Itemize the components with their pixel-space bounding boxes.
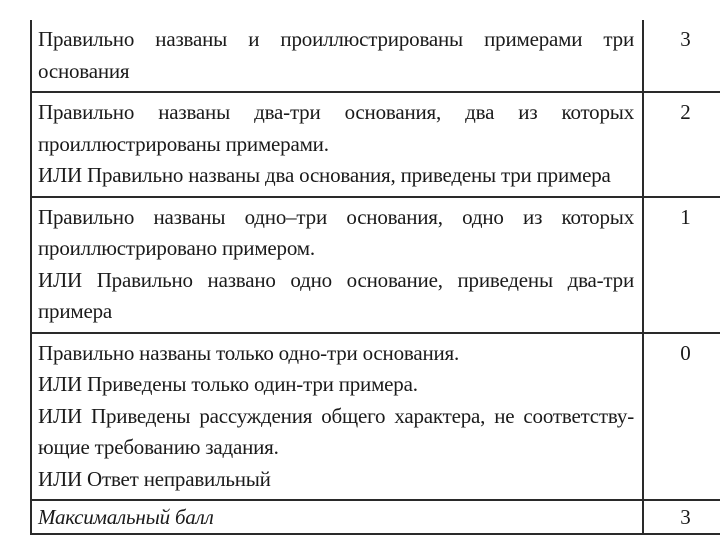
criteria-score: 2	[643, 92, 720, 197]
criteria-line: ИЛИ Приведены только один-три примера.	[38, 372, 418, 396]
max-score-value: 3	[643, 500, 720, 534]
criteria-description	[31, 20, 643, 92]
criteria-row	[31, 92, 720, 197]
max-score-label: Максимальный балл	[31, 500, 643, 534]
criteria-line: Правильно названы два-три основания, два из которых	[38, 100, 634, 124]
criteria-description	[31, 197, 643, 333]
criteria-line: ющие требованию задания.	[38, 435, 279, 459]
criteria-line: примера	[38, 299, 113, 323]
criteria-description	[31, 92, 643, 197]
criteria-line: ИЛИ Правильно названо одно основание, приведены два-три	[38, 267, 634, 292]
criteria-score: 3	[643, 20, 720, 92]
criteria-line: Правильно названы одно–три основания, одно из которых	[38, 204, 634, 229]
criteria-line: ИЛИ Приведены рассуждения общего характера, не соответству-	[38, 403, 634, 428]
criteria-row	[31, 333, 720, 501]
criteria-line: основания	[38, 58, 130, 83]
criteria-line: ИЛИ Ответ неправильный	[38, 466, 271, 491]
criteria-score: 0	[643, 333, 720, 501]
total-row	[31, 500, 720, 534]
criteria-row	[31, 197, 720, 333]
grading-criteria-table	[30, 20, 720, 535]
criteria-line: проиллюстрированы примерами.	[38, 131, 329, 156]
criteria-line: ИЛИ Правильно названы два основания, приведены три примера	[38, 163, 611, 187]
criteria-description	[31, 333, 643, 501]
criteria-score: 1	[643, 197, 720, 333]
criteria-line: Правильно названы только одно-три основания.	[38, 340, 460, 365]
criteria-line: проиллюстрировано примером.	[38, 236, 315, 260]
criteria-row	[31, 20, 720, 92]
criteria-line: Правильно названы и проиллюстрированы примерами три	[38, 27, 634, 51]
